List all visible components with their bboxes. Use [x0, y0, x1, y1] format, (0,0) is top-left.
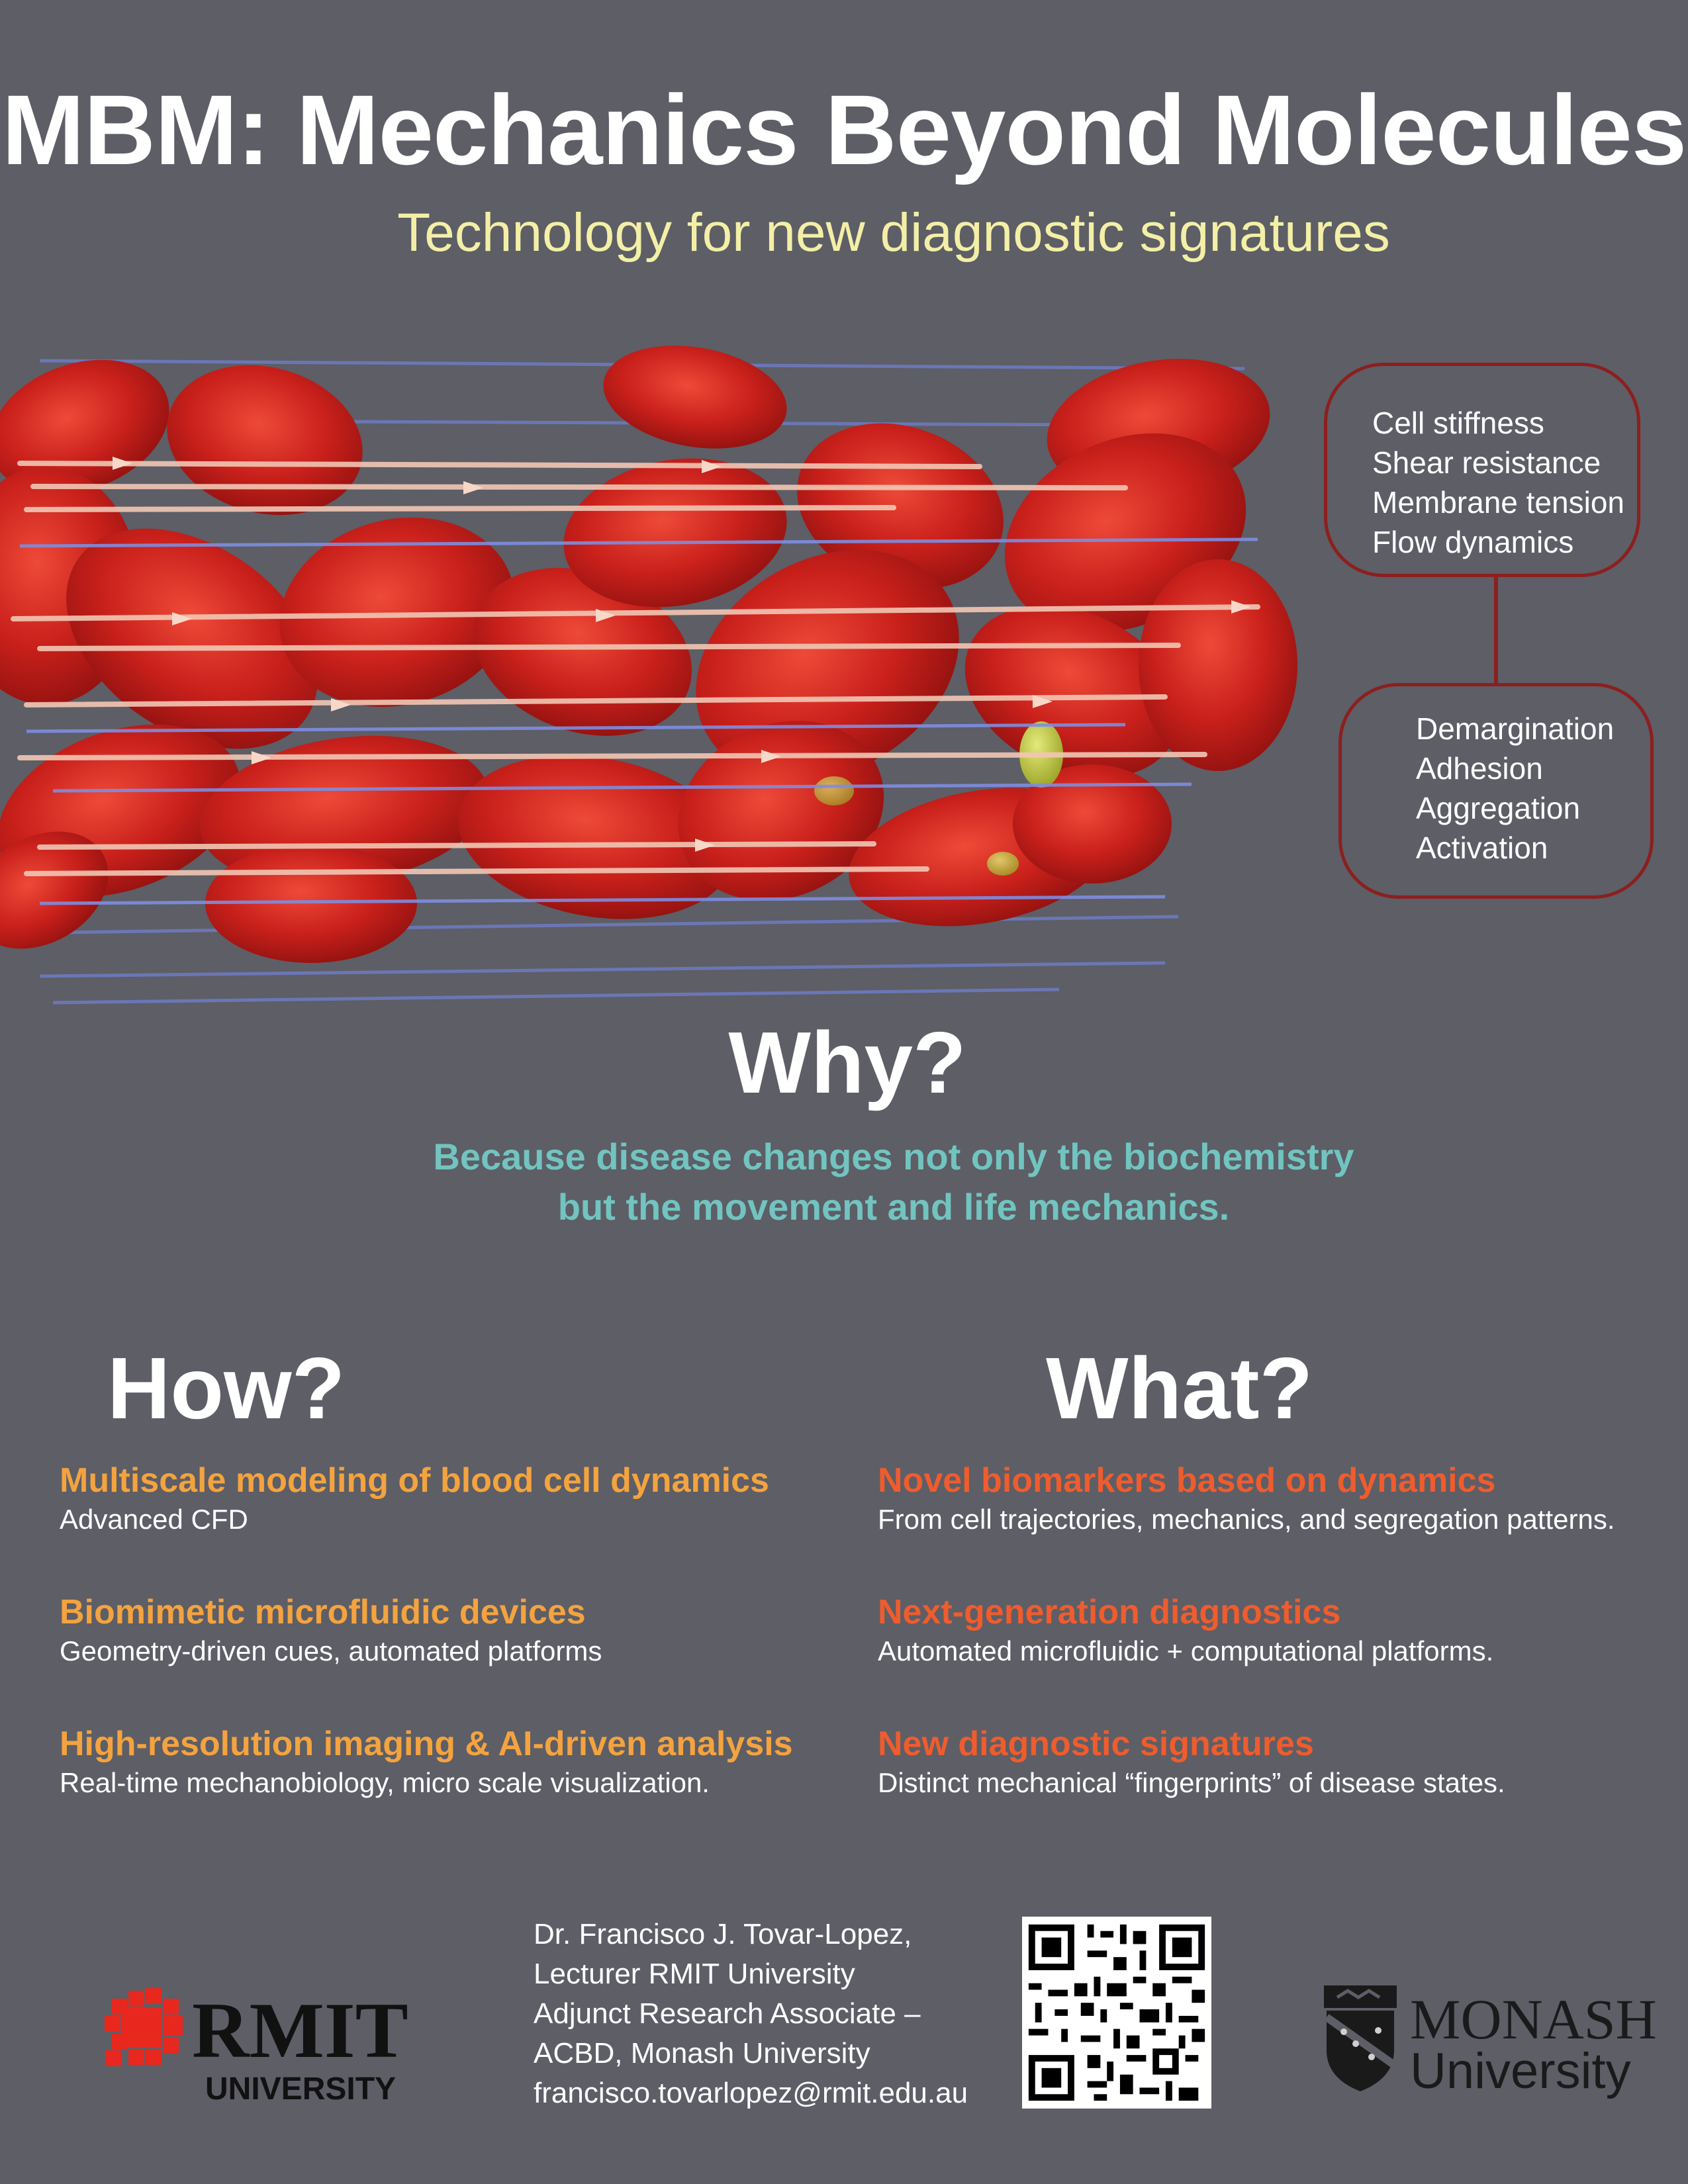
rmit-pixel-emblem — [105, 1988, 183, 2066]
cell-behaviors-bubble — [1338, 683, 1654, 899]
contact-name: Dr. Francisco J. Tovar-Lopez, — [534, 1918, 912, 1950]
monash-university-logo — [1317, 1979, 1662, 2111]
behavior-item: Aggregation — [1416, 791, 1581, 825]
monash-wordmark: MONASH — [1410, 1987, 1657, 2051]
rmit-university-text: UNIVERSITY — [205, 2071, 397, 2107]
rmit-university-logo — [99, 1979, 444, 2111]
property-item: Flow dynamics — [1372, 525, 1574, 559]
how-item-title: Multiscale modeling of blood cell dynamics — [60, 1461, 769, 1500]
what-item-title: Next-generation diagnostics — [878, 1593, 1341, 1631]
how-item-title: Biomimetic microfluidic devices — [60, 1593, 586, 1631]
poster-subtitle: Technology for new diagnostic signatures — [397, 203, 1390, 263]
contact-affiliation: Adjunct Research Associate – — [534, 1997, 921, 2030]
why-line-1: Because disease changes not only the biochemistry — [433, 1136, 1354, 1177]
how-item — [60, 1723, 793, 1801]
monash-university-text: University — [1410, 2043, 1631, 2099]
why-statement — [0, 1132, 1688, 1232]
what-heading: What? — [1046, 1340, 1313, 1437]
monash-crest-icon — [1324, 1985, 1397, 2091]
why-heading: Why? — [728, 1014, 966, 1111]
behavior-item: Activation — [1416, 831, 1548, 865]
what-item-title: Novel biomarkers based on dynamics — [878, 1461, 1496, 1500]
how-item-title: High-resolution imaging & AI-driven analysis — [60, 1725, 793, 1763]
contact-role: Lecturer RMIT University — [534, 1958, 855, 1990]
property-item: Cell stiffness — [1372, 406, 1544, 440]
what-item-desc: Automated microfluidic + computational platforms. — [878, 1635, 1494, 1666]
what-item — [878, 1723, 1505, 1801]
property-item: Membrane tension — [1372, 485, 1624, 520]
behavior-item: Demargination — [1416, 711, 1615, 746]
how-item-desc: Geometry-driven cues, automated platforms — [60, 1635, 602, 1666]
how-heading: How? — [107, 1340, 346, 1437]
bubble-connector-line — [1494, 577, 1498, 683]
what-item-desc: Distinct mechanical “fingerprints” of disease states. — [878, 1767, 1505, 1798]
what-item-title: New diagnostic signatures — [878, 1725, 1314, 1763]
contact-affiliation-2: ACBD, Monash University — [534, 2037, 870, 2070]
what-item — [878, 1460, 1615, 1538]
how-item-desc: Advanced CFD — [60, 1504, 248, 1535]
property-item: Shear resistance — [1372, 445, 1601, 480]
rmit-wordmark: RMIT — [192, 1986, 408, 2074]
mechanical-properties-bubble — [1324, 363, 1640, 577]
what-item — [878, 1592, 1493, 1670]
what-item-desc: From cell trajectories, mechanics, and segregation patterns. — [878, 1504, 1615, 1535]
behavior-item: Adhesion — [1416, 751, 1543, 786]
poster-title: MBM: Mechanics Beyond Molecules — [1, 74, 1687, 185]
blood-cell-simulation-image — [0, 334, 1311, 1023]
qr-code-image — [1022, 1917, 1211, 2109]
how-item — [60, 1592, 602, 1670]
contact-info — [534, 1915, 968, 2113]
qr-code[interactable] — [1022, 1917, 1211, 2109]
why-line-2: but the movement and life mechanics. — [557, 1186, 1230, 1228]
contact-email[interactable]: francisco.tovarlopez@rmit.edu.au — [534, 2077, 968, 2109]
how-item-desc: Real-time mechanobiology, micro scale visualization. — [60, 1767, 710, 1798]
how-item — [60, 1460, 769, 1538]
